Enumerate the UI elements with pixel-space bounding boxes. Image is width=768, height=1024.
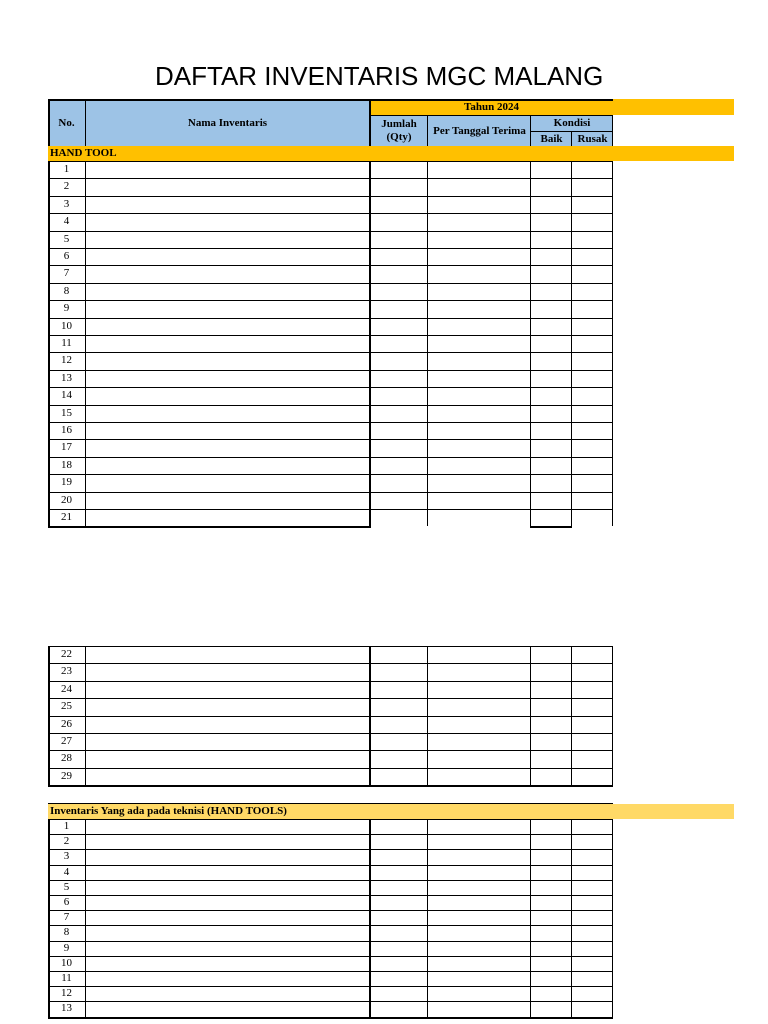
border bbox=[427, 115, 428, 146]
border bbox=[48, 352, 613, 353]
border bbox=[48, 819, 613, 820]
border bbox=[530, 161, 531, 526]
row-number: 3 bbox=[63, 850, 70, 863]
row-number: 1 bbox=[63, 820, 70, 832]
border bbox=[48, 733, 613, 734]
border bbox=[571, 131, 572, 146]
row-number: 7 bbox=[63, 267, 70, 280]
row-number: 8 bbox=[63, 926, 70, 939]
row-number: 6 bbox=[63, 896, 70, 908]
row-number: 11 bbox=[61, 337, 72, 349]
section-label-teknisi: Inventaris Yang ada pada teknisi (HAND TOOLS) bbox=[50, 805, 287, 817]
border bbox=[612, 115, 613, 146]
border bbox=[369, 819, 371, 1017]
hand-tool-band bbox=[48, 146, 734, 161]
border bbox=[48, 819, 50, 1017]
border bbox=[48, 370, 613, 371]
border bbox=[48, 750, 613, 751]
border bbox=[48, 849, 613, 850]
border bbox=[48, 196, 613, 197]
border bbox=[427, 819, 428, 1017]
header-nama-inventaris: Nama Inventaris bbox=[85, 99, 370, 146]
header-per-tanggal: Per Tanggal Terima bbox=[428, 115, 531, 146]
header-tahun: Tahun 2024 bbox=[464, 101, 519, 113]
border bbox=[612, 161, 613, 526]
border bbox=[531, 131, 613, 132]
header-jumlah: Jumlah (Qty) bbox=[370, 115, 428, 146]
header-kondisi: Kondisi bbox=[531, 115, 613, 131]
border bbox=[48, 335, 613, 336]
row-number: 14 bbox=[61, 389, 72, 402]
header-rusak: Rusak bbox=[572, 131, 613, 146]
border bbox=[48, 910, 613, 911]
border bbox=[48, 474, 613, 475]
border bbox=[530, 646, 531, 785]
border bbox=[48, 865, 613, 866]
border bbox=[48, 457, 613, 458]
border bbox=[85, 819, 86, 1017]
border bbox=[48, 231, 613, 232]
border bbox=[427, 646, 428, 785]
page-title-container bbox=[0, 58, 768, 94]
row-number: 12 bbox=[61, 354, 72, 367]
border bbox=[571, 161, 572, 526]
border bbox=[48, 716, 613, 717]
border bbox=[48, 492, 613, 493]
row-number: 13 bbox=[61, 1002, 72, 1015]
row-number: 20 bbox=[61, 493, 72, 506]
border bbox=[48, 834, 613, 835]
row-number: 10 bbox=[61, 956, 72, 969]
row-number: 28 bbox=[61, 752, 72, 765]
border bbox=[48, 785, 613, 787]
row-number: 18 bbox=[61, 458, 72, 471]
border bbox=[48, 387, 613, 388]
row-number: 10 bbox=[61, 319, 72, 332]
row-number: 27 bbox=[61, 735, 72, 747]
border bbox=[48, 248, 613, 249]
border bbox=[48, 99, 50, 146]
row-number: 23 bbox=[61, 665, 72, 678]
border bbox=[48, 956, 613, 957]
row-number: 17 bbox=[61, 441, 72, 454]
row-number: 4 bbox=[63, 865, 70, 878]
border bbox=[369, 646, 371, 785]
row-number: 5 bbox=[63, 880, 70, 893]
row-number: 9 bbox=[63, 302, 70, 315]
border bbox=[48, 283, 613, 284]
row-number: 19 bbox=[61, 476, 72, 489]
header-baik: Baik bbox=[531, 131, 572, 146]
border bbox=[48, 1017, 613, 1019]
row-number: 7 bbox=[63, 911, 70, 924]
border bbox=[48, 646, 50, 785]
border bbox=[48, 509, 613, 510]
page-title: DAFTAR INVENTARIS MGC MALANG bbox=[155, 61, 604, 91]
border bbox=[48, 698, 613, 699]
row-number: 22 bbox=[61, 648, 72, 660]
border bbox=[530, 526, 572, 528]
border bbox=[612, 819, 613, 1017]
border bbox=[48, 941, 613, 942]
border bbox=[48, 422, 613, 423]
row-number: 21 bbox=[61, 511, 72, 523]
row-number: 16 bbox=[61, 424, 72, 436]
border bbox=[370, 115, 613, 116]
row-number: 5 bbox=[63, 232, 70, 245]
border bbox=[48, 99, 613, 101]
border bbox=[48, 161, 50, 526]
border bbox=[48, 663, 613, 664]
row-number: 11 bbox=[61, 972, 72, 984]
row-number: 24 bbox=[61, 682, 72, 695]
row-number: 8 bbox=[63, 284, 70, 297]
row-number: 12 bbox=[61, 987, 72, 1000]
border bbox=[612, 646, 613, 785]
border bbox=[48, 971, 613, 972]
row-number: 15 bbox=[61, 406, 72, 419]
border bbox=[48, 646, 613, 647]
row-number: 26 bbox=[61, 717, 72, 730]
border bbox=[48, 300, 613, 301]
border bbox=[48, 439, 613, 440]
border bbox=[48, 213, 613, 214]
border bbox=[48, 925, 613, 926]
border bbox=[48, 681, 613, 682]
border bbox=[48, 1001, 613, 1002]
row-number: 3 bbox=[63, 197, 70, 210]
border bbox=[427, 161, 428, 526]
border bbox=[48, 265, 613, 266]
row-number: 1 bbox=[63, 163, 70, 175]
row-number: 4 bbox=[63, 215, 70, 228]
border bbox=[48, 986, 613, 987]
border bbox=[85, 99, 86, 146]
border bbox=[369, 161, 371, 526]
row-number: 9 bbox=[63, 941, 70, 954]
border bbox=[48, 768, 613, 769]
border bbox=[48, 318, 613, 319]
border bbox=[571, 819, 572, 1017]
row-number: 2 bbox=[63, 180, 70, 193]
border bbox=[530, 115, 531, 146]
section-label-hand-tool: HAND TOOL bbox=[50, 147, 117, 159]
border bbox=[48, 526, 371, 528]
header-no: No. bbox=[48, 99, 85, 146]
row-number: 29 bbox=[61, 769, 72, 782]
row-number: 2 bbox=[63, 835, 70, 848]
border bbox=[85, 646, 86, 785]
border bbox=[571, 646, 572, 785]
border bbox=[48, 178, 613, 179]
border bbox=[85, 161, 86, 526]
row-number: 6 bbox=[63, 250, 70, 262]
border bbox=[369, 99, 371, 146]
border bbox=[530, 819, 531, 1017]
border bbox=[48, 880, 613, 881]
border bbox=[48, 405, 613, 406]
row-number: 13 bbox=[61, 371, 72, 384]
border bbox=[48, 161, 613, 162]
border bbox=[48, 895, 613, 896]
row-number: 25 bbox=[61, 700, 72, 713]
